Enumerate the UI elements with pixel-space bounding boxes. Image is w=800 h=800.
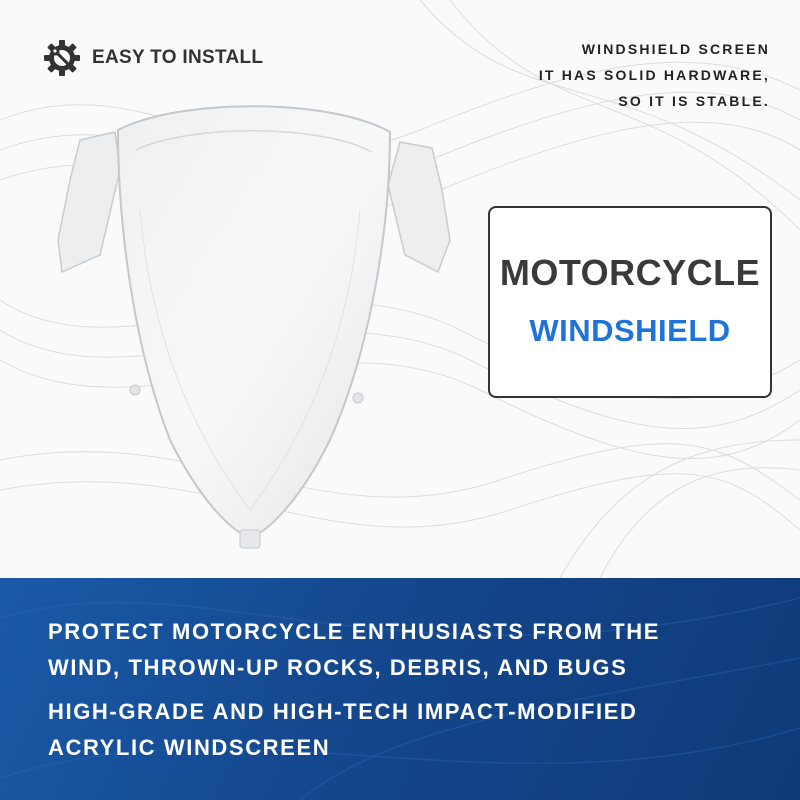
gear-wrench-icon: [42, 38, 82, 78]
easy-install-label: EASY TO INSTALL: [92, 47, 264, 68]
feature-line-3: HIGH-GRADE AND HIGH-TECH IMPACT-MODIFIED: [48, 699, 638, 724]
feature-line-1: PROTECT MOTORCYCLE ENTHUSIASTS FROM THE: [48, 619, 661, 644]
feature-line-2: WIND, THROWN-UP ROCKS, DEBRIS, AND BUGS: [48, 655, 628, 680]
product-title-line-1: MOTORCYCLE: [499, 252, 761, 293]
spec-line-1: WINDSHIELD SCREEN: [581, 41, 770, 57]
feature-text: [48, 614, 778, 766]
product-title-box: [488, 206, 772, 398]
feature-paragraph-1: [48, 614, 778, 686]
spec-line-2: IT HAS SOLID HARDWARE,: [538, 67, 770, 83]
feature-banner: [0, 578, 800, 800]
feature-paragraph-2: [48, 694, 778, 766]
easy-install-badge: [42, 38, 263, 78]
product-title-line-2: WINDSHIELD: [529, 313, 731, 348]
windshield-product-image: [40, 90, 460, 570]
feature-line-4: ACRYLIC WINDSCREEN: [48, 735, 331, 760]
spec-description: [539, 36, 770, 114]
spec-line-3: SO IT IS STABLE.: [618, 93, 770, 109]
